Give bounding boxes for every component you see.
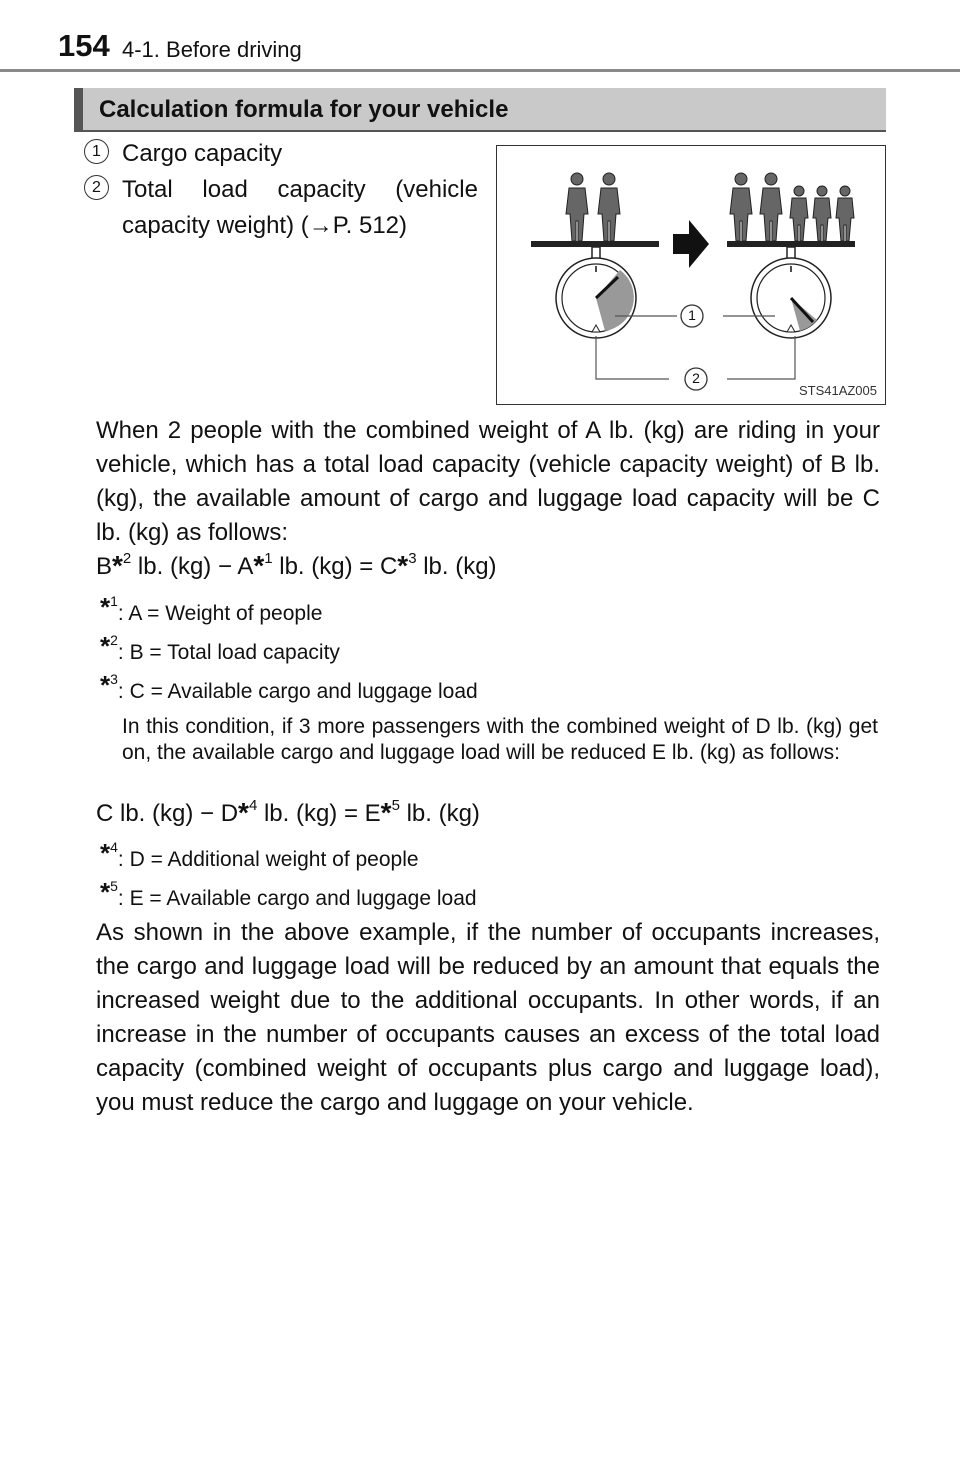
paragraph-intro: When 2 people with the combined weight of A lb. (kg) are riding in your vehicle, which has a total load capacity (vehicle capacity weight) of B lb. (kg), the available amount of cargo and luggage load capacity will be C lb. (kg) as follows: — [96, 417, 880, 546]
formula-2-c: C lb. (kg) — [96, 800, 201, 827]
footnote-3 — [100, 670, 478, 705]
footnote-5 — [100, 877, 477, 912]
asterisk-icon: * — [100, 877, 111, 907]
formula-1-c-unit: lb. (kg) — [416, 553, 497, 580]
note-paragraph: In this condition, if 3 more passengers with the combined weight of D lb. (kg) get on, the available cargo and luggage load will be reduced E lb. (kg) as follows: — [122, 715, 878, 764]
footnote-4 — [100, 838, 419, 873]
figure-illustration — [497, 146, 884, 403]
formula-2-e-unit: lb. (kg) — [399, 800, 480, 827]
footnote-3-text: : C = Available cargo and luggage load — [117, 680, 478, 703]
footnote-4-text: : D = Additional weight of people — [117, 848, 419, 871]
footnote-5-ref: 5 — [110, 878, 118, 894]
formula-2-minus: − — [200, 800, 215, 827]
formula-2-e-ref: 5 — [391, 797, 400, 814]
footnote-2-text: : B = Total load capacity — [117, 641, 340, 664]
section-heading — [74, 88, 886, 130]
formula-1-minus: − — [217, 553, 232, 580]
item-1-text: Cargo capacity — [122, 140, 283, 167]
footnote-1-ref: 1 — [110, 593, 118, 609]
chapter-title: 4-1. Before driving — [122, 37, 302, 62]
formula-1-b: B — [96, 553, 113, 580]
asterisk-icon: * — [238, 797, 249, 828]
asterisk-icon: * — [380, 797, 392, 828]
figure-callout-2: 2 — [692, 370, 700, 386]
asterisk-icon: * — [100, 631, 111, 661]
item-2-text-line1: Total load capacity (vehicle — [122, 176, 478, 203]
formula-1 — [96, 550, 497, 585]
item-number-2-icon: 2 — [84, 175, 109, 200]
footnote-2-ref: 2 — [110, 632, 118, 648]
asterisk-icon: * — [112, 550, 123, 581]
formula-1-b-ref: 2 — [122, 550, 132, 567]
asterisk-icon: * — [100, 670, 111, 700]
footnote-1 — [100, 592, 323, 627]
footnote-3-ref: 3 — [110, 671, 118, 687]
section-title: Calculation formula for your vehicle — [99, 96, 509, 123]
figure-callout-1: 1 — [688, 307, 696, 323]
formula-1-a-unit: lb. (kg) = C — [272, 553, 398, 580]
footnote-2 — [100, 631, 340, 666]
formula-2 — [96, 797, 480, 832]
figure-code: STS41AZ005 — [798, 383, 877, 398]
footnote-5-text: : E = Available cargo and luggage load — [117, 887, 477, 910]
header-divider — [0, 69, 960, 72]
page-number: 154 — [58, 28, 110, 63]
load-capacity-figure — [496, 145, 886, 405]
formula-1-a-ref: 1 — [264, 550, 273, 567]
formula-2-d: D — [214, 800, 239, 827]
formula-2-d-ref: 4 — [248, 797, 258, 814]
item-number-1-icon: 1 — [84, 139, 109, 164]
formula-1-c-ref: 3 — [408, 550, 417, 567]
asterisk-icon: * — [100, 592, 111, 622]
footnote-4-ref: 4 — [110, 839, 118, 855]
paragraph-conclusion: As shown in the above example, if the number of occupants increases, the cargo and luggage load will be reduced by an amount that equals the increased weight due to the additional occupants. In other words, if an increase in the number of occupants causes an excess of the total load capacity (combined weight of occupants plus cargo and luggage load), you must reduce the cargo and luggage on your vehicle. — [96, 919, 880, 1116]
formula-1-a: A — [231, 553, 254, 580]
asterisk-icon: * — [253, 550, 265, 581]
formula-2-d-unit: lb. (kg) = E — [257, 800, 381, 827]
asterisk-icon: * — [100, 838, 111, 868]
asterisk-icon: * — [397, 550, 409, 581]
formula-1-b-unit: lb. (kg) — [131, 553, 218, 580]
section-underline — [74, 130, 886, 132]
item-2-text-line2: capacity weight) (→P. 512) — [122, 212, 408, 239]
footnote-1-text: : A = Weight of people — [117, 602, 323, 625]
